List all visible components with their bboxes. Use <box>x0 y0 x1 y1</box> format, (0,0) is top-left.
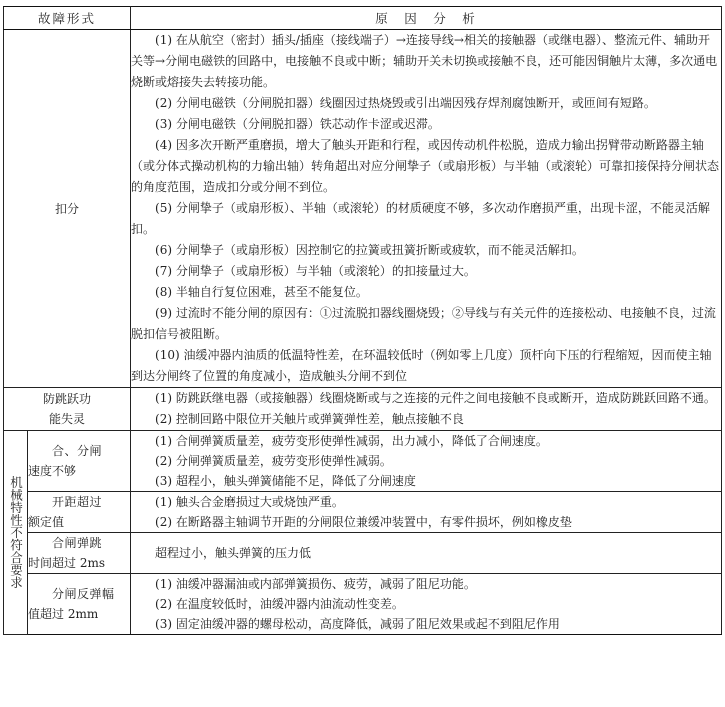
cause-item: (5) 分闸挚子（或扇形板）、半轴（或滚轮）的材质硬度不够，多次动作磨损严重，出现卡涩，不能灵活解扣。 <box>131 201 710 236</box>
cause-item: (3) 固定油缓冲器的螺母松动，高度降低，减弱了阻尼效果或起不到阻尼作用 <box>155 617 560 631</box>
cause-item: (3) 超程小，触头弹簧储能不足，降低了分闸速度 <box>155 474 416 488</box>
cause-item: (2) 分闸电磁铁（分闸脱扣器）线圈因过热烧毁或引出端因残存焊剂腐蚀断开，或匝间有短路。 <box>155 96 656 110</box>
cause-item: (7) 分闸挚子（或扇形板）与半轴（或滚轮）的扣接量过大。 <box>155 264 476 278</box>
table-row-gap <box>4 492 722 533</box>
fault-name-speed <box>28 431 131 492</box>
table-row-rebound <box>4 574 722 635</box>
cause-item: (1) 油缓冲器漏油或内部弹簧损伤、疲劳，减弱了阻尼功能。 <box>155 577 476 591</box>
cause-item: (1) 在从航空（密封）插头/插座（接线端子）→连接导线→相关的接触器（或继电器）、整流元件、辅助开关等→分闸电磁铁的回路中，电接触不良或中断；辅助开关未切换或接触不良，还可能因铜触片太薄，多次通电烧断或熔接失去转接功能。 <box>131 33 718 89</box>
header-cause-analysis: 原 因 分 析 <box>131 7 722 30</box>
cause-item: (2) 控制回路中限位开关触片或弹簧弹性差，触点接触不良 <box>155 412 464 426</box>
cause-cell-bounce <box>131 533 722 574</box>
table-row-speed <box>4 431 722 492</box>
cause-item: (2) 在温度较低时，油缓冲器内油流动性变差。 <box>155 597 404 611</box>
cause-cell-rebound <box>131 574 722 635</box>
fault-name-line: 时间超过 2ms <box>28 556 105 570</box>
fault-name-line: 能失灵 <box>49 412 86 426</box>
fault-name-line: 防跳跃功 <box>43 392 92 406</box>
cause-cell-antipump <box>131 388 722 431</box>
table-header-row <box>4 7 722 30</box>
cause-cell-speed <box>131 431 722 492</box>
cause-item: (1) 触头合金磨损过大或烧蚀严重。 <box>155 495 344 509</box>
cause-cell-tripping <box>131 30 722 388</box>
fault-name-line: 速度不够 <box>28 464 77 478</box>
fault-name-line: 分闸反弹幅 <box>52 587 115 601</box>
cause-item: (3) 分闸电磁铁（分闸脱扣器）铁芯动作卡涩或迟滞。 <box>155 117 440 131</box>
fault-name-line: 额定值 <box>28 515 65 529</box>
cause-item: (6) 分闸挚子（或扇形板）因控制它的拉簧或扭簧折断或疲软，而不能灵活解扣。 <box>155 243 584 257</box>
cause-cell-gap <box>131 492 722 533</box>
fault-name-line: 合闸弹跳 <box>52 536 103 550</box>
header-fault-form: 故障形式 <box>4 7 131 30</box>
cause-item: (10) 油缓冲器内油质的低温特性差，在环温较低时（例如零上几度）顶杆向下压的行程缩短，因而使主轴到达分闸终了位置的角度减小，造成触头分闸不到位 <box>131 348 712 383</box>
table-row-tripping <box>4 30 722 388</box>
table-row-antipump <box>4 388 722 431</box>
group-label-mechanical: 机械特性不符合要求 <box>4 431 28 635</box>
cause-item: (2) 在断路器主轴调节开距的分闸限位兼缓冲装置中，有零件损坏，例如橡皮垫 <box>155 515 572 529</box>
cause-item: (4) 因多次开断严重磨损，增大了触头开距和行程，或因传动机件松脱，造成力输出拐臂带动断路器主轴（或分体式操动机构的力输出轴）转角超出对应分闸挚子（或扇形板）与半轴（或滚轮）可靠扣接保持分闸状态的角度范围，造成扣分或分闸不到位。 <box>131 138 720 194</box>
fault-name-gap <box>28 492 131 533</box>
fault-name-antipump <box>4 388 131 431</box>
cause-item: (2) 分闸弹簧质量差，疲劳变形使弹性减弱。 <box>155 454 392 468</box>
table-row-bounce <box>4 533 722 574</box>
cause-item: (8) 半轴自行复位困难，甚至不能复位。 <box>155 285 368 299</box>
fault-name-line: 值超过 2mm <box>28 607 99 621</box>
cause-item: 超程过小，触头弹簧的压力低 <box>155 545 312 560</box>
fault-name-tripping: 扣分 <box>4 30 131 388</box>
fault-name-bounce <box>28 533 131 574</box>
cause-item: (9) 过流时不能分闸的原因有：①过流脱扣器线圈烧毁；②导线与有关元件的连接松动、电接触不良，过流脱扣信号被阻断。 <box>131 306 716 341</box>
fault-name-line: 开距超过 <box>52 495 103 509</box>
fault-name-rebound <box>28 574 131 635</box>
cause-item: (1) 合闸弹簧质量差，疲劳变形使弹性减弱，出力减小，降低了合闸速度。 <box>155 434 548 448</box>
fault-name-line: 合、分闸 <box>52 444 103 458</box>
cause-item: (1) 防跳跃继电器（或接触器）线圈烧断或与之连接的元件之间电接触不良或断开，造成防跳跃回路不通。 <box>155 391 716 405</box>
fault-analysis-table <box>3 6 722 635</box>
